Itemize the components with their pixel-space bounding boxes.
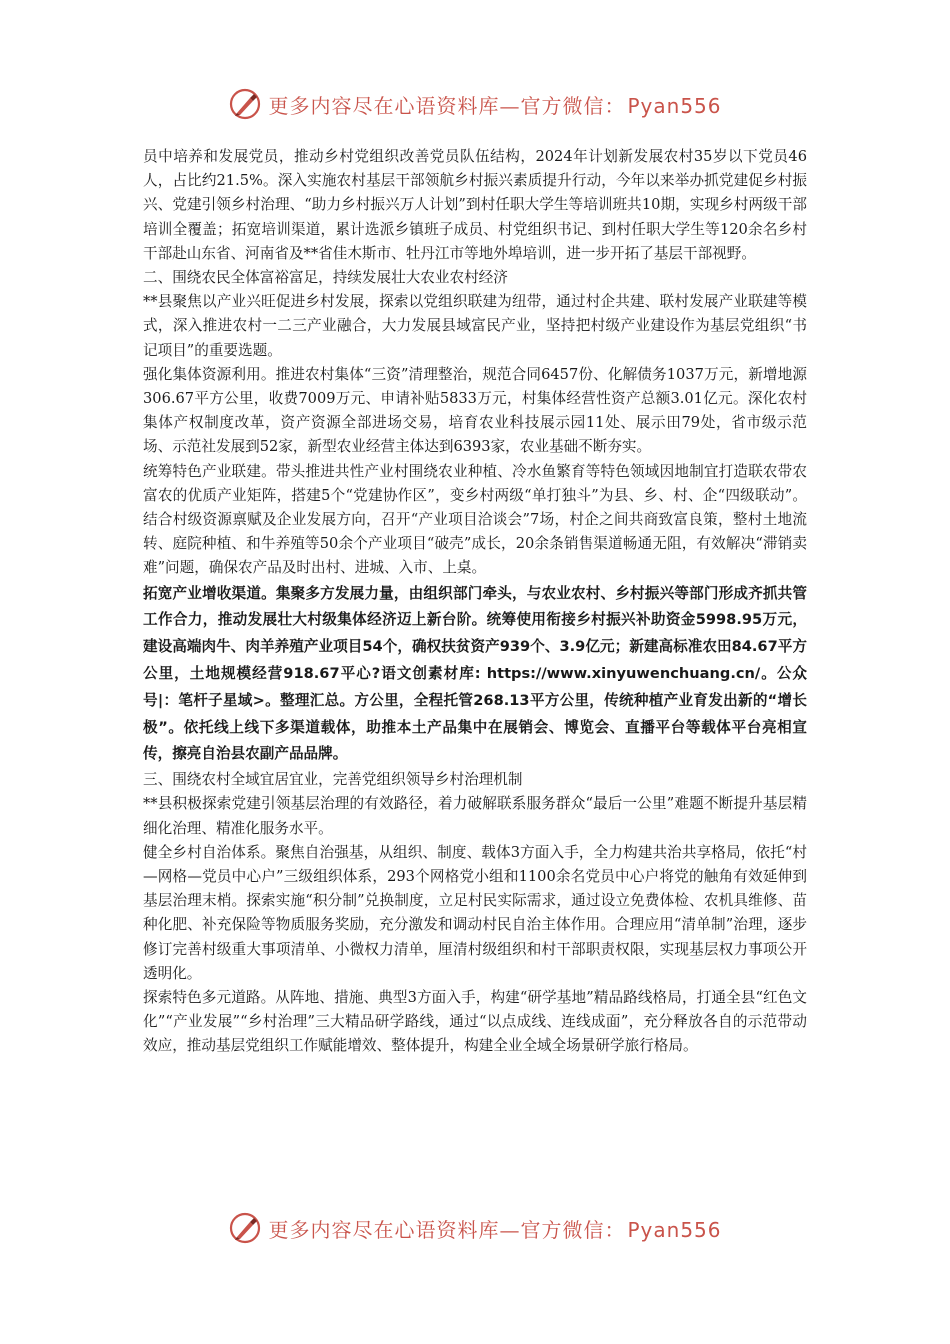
- paragraph-industry-linkage: 统筹特色产业联建。带头推进共性产业村围绕农业种植、冷水鱼繁育等特色领域因地制宜打造联农带农富农的优质产业矩阵，搭建5个“党建协作区”，变乡村两级“单打独斗”为县、乡、村、企“四级联动”。结合村级资源禀赋及企业发展方向，召开“产业项目洽谈会”7场，村企之间共商致富良策，整村土地流转、庭院种植、和牛养殖等50余个产业项目“破壳”成长，20余条销售渠道畅通无阻，有效解决“滞销卖难”问题，确保农产品及时出村、进城、入市、上桌。: [143, 462, 807, 577]
- banner-label: 更多内容尽在心语资料库—官方微信：: [268, 1217, 626, 1242]
- paragraph-income-channels: 拓宽产业增收渠道。集聚多方发展力量，由组织部门牵头，与农业农村、乡村振兴等部门形成齐抓共管工作合力，推动发展壮大村级集体经济迈上新台阶。统筹使用衔接乡村振兴补助资金5998.95万元，建设高端肉牛、肉羊养殖产业项目54个，确权扶贫资产939个、3.9亿元；新建高标准农田84.67平方公里，土地规模经营918.67平心?语文创素材库: https://www.xinyuwenchuang.cn/。公众号|：笔杆子星域>。整理汇总。方公里，全程托管268.13平方公里，传统种植产业育发出新的“增长极”。依托线上线下多渠道载体，助推本土产品集中在展销会、博览会、直播平台等载体平台亮相宣传，擦亮自治县农副产品品牌。: [143, 584, 807, 763]
- paragraph-governance-intro: **县积极探索党建引领基层治理的有效路径，着力破解联系服务群众“最后一公里”难题不断提升基层精细化治理、精准化服务水平。: [143, 795, 807, 837]
- footer-banner: [0, 1208, 950, 1248]
- paragraph-party-members: 员中培养和发展党员，推动乡村党组织改善党员队伍结构，2024年计划新发展农村35岁以下党员46人，占比约21.5%。深入实施农村基层干部领航乡村振兴素质提升行动，今年以来举办抓党建促乡村振兴、党建引领乡村治理、“助力乡村振兴万人计划”到村任职大学生等培训班共10期，实现乡村两级干部培训全覆盖；拓宽培训渠道，累计选派乡镇班子成员、村党组织书记、到村任职大学生等120余名乡村干部赴山东省、河南省及**省佳木斯市、牡丹江市等地外埠培训，进一步开拓了基层干部视野。: [143, 148, 807, 262]
- document-body: [143, 145, 807, 1059]
- paragraph-self-governance: 健全乡村自治体系。聚焦自治强基，从组织、制度、载体3方面入手，全力构建共治共享格局，依托“村—网格—党员中心户”三级组织体系，293个网格党小组和1100余名党员中心户将党的触角有效延伸到基层治理末梢。探索实施“积分制”兑换制度，立足村民实际需求，通过设立免费体检、农机具维修、苗种化肥、补充保险等物质服务奖励，充分激发和调动村民自治主体作用。合理应用“清单制”治理，逐步修订完善村级重大事项清单、小微权力清单，厘清村级组织和村干部职责权限，实现基层权力事项公开透明化。: [143, 843, 807, 982]
- paragraph-study-routes: 探索特色多元道路。从阵地、措施、典型3方面入手，构建“研学基地”精品路线格局，打通全县“红色文化”“产业发展”“乡村治理”三大精品研学路线，通过“以点成线、连线成面”，充分释放各自的示范带动效应，推动基层党组织工作赋能增效、整体提升，构建全业全域全场景研学旅行格局。: [143, 989, 807, 1055]
- pen-logo-icon: [228, 87, 262, 121]
- section-heading-2: 二、围绕农民全体富裕富足，持续发展壮大农业农村经济: [143, 269, 508, 287]
- banner-text: [268, 90, 721, 119]
- wechat-id: Pyan556: [627, 93, 722, 118]
- section-heading-3: 三、围绕农村全域宜居宜业，完善党组织领导乡村治理机制: [143, 771, 523, 789]
- banner-text: [268, 1214, 721, 1243]
- banner-label: 更多内容尽在心语资料库—官方微信：: [268, 93, 626, 118]
- header-banner: [0, 84, 950, 124]
- paragraph-industry-intro: **县聚焦以产业兴旺促进乡村发展，探索以党组织联建为纽带，通过村企共建、联村发展产业联建等模式，深入推进农村一二三产业融合，大力发展县域富民产业，坚持把村级产业建设作为基层党组织“书记项目”的重要选题。: [143, 293, 807, 359]
- pen-logo-icon: [228, 1211, 262, 1245]
- paragraph-collective-resources: 强化集体资源利用。推进农村集体“三资”清理整治，规范合同6457份、化解债务1037万元，新增地源306.67平方公里，收费7009万元、申请补贴5833万元，村集体经营性资产总额3.01亿元。深化农村集体产权制度改革，资产资源全部进场交易，培育农业科技展示园11处、展示田79处，省市级示范场、示范社发展到52家，新型农业经营主体达到6393家，农业基础不断夯实。: [143, 365, 807, 456]
- wechat-id: Pyan556: [627, 1217, 722, 1242]
